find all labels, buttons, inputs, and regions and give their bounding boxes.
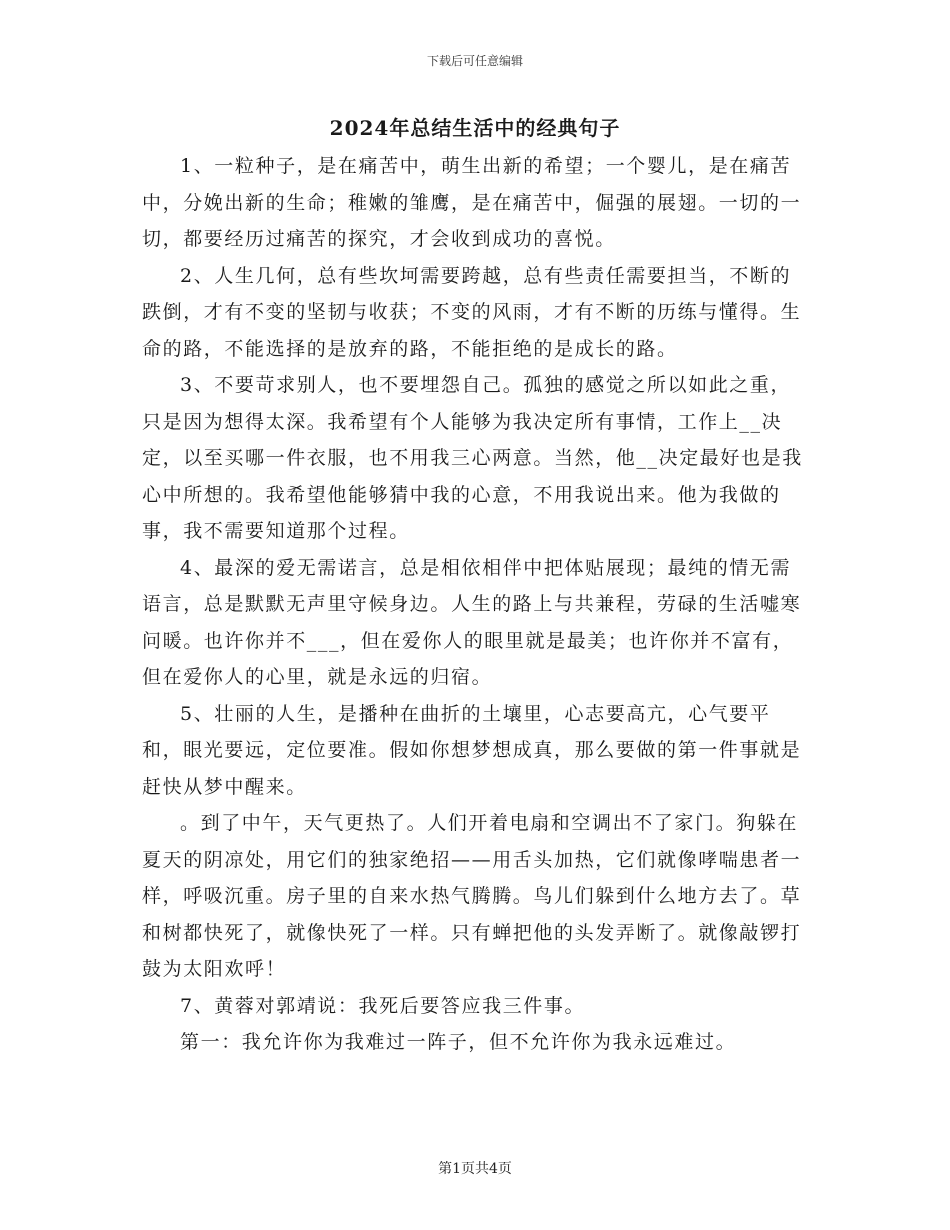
page-number: 第1页共4页 xyxy=(438,1161,512,1177)
paragraph: 。到了中午，天气更热了。人们开着电扇和空调出不了家门。狗躲在夏天的阴凉处，用它们的独家绝招——用舌头加热，它们就像哮喘患者一样，呼吸沉重。房子里的自来水热气腾腾。鸟儿们躲到什么地方去了。草和树都快死了，就像快死了一样。只有蝉把他的头发弄断了。就像敲锣打鼓为太阳欢呼！ xyxy=(142,812,802,980)
paragraph: 5、壮丽的人生，是播种在曲折的土壤里，心志要高亢，心气要平和，眼光要远，定位要准。假如你想梦想成真，那么要做的第一件事就是赶快从梦中醒来。 xyxy=(142,702,802,798)
paragraph: 7、黄蓉对郭靖说：我死后要答应我三件事。 xyxy=(180,994,586,1017)
header-note: 下载后可任意编辑 xyxy=(426,54,523,68)
document-title: 2024年总结生活中的经典句子 xyxy=(329,116,621,140)
paragraph: 2、人生几何，总有些坎坷需要跨越，总有些责任需要担当，不断的跌倒，才有不变的坚韧与收获；不变的风雨，才有不断的历练与懂得。生命的路，不能选择的是放弃的路，不能拒绝的是成长的路。 xyxy=(142,264,802,360)
paragraph: 1、一粒种子，是在痛苦中，萌生出新的希望；一个婴儿，是在痛苦中，分娩出新的生命；稚嫩的雏鹰，是在痛苦中，倔强的展翅。一切的一切，都要经历过痛苦的探究，才会收到成功的喜悦。 xyxy=(142,155,802,250)
paragraph: 第一：我允许你为我难过一阵子，但不允许你为我永远难过。 xyxy=(180,1031,737,1053)
paragraph: 4、最深的爱无需诺言，总是相依相伴中把体贴展现；最纯的情无需语言，总是默默无声里守候身边。人生的路上与共兼程，劳碌的生活嘘寒问暖。也许你并不___，但在爱你人的眼里就是最美；也许你并不富有，但在爱你人的心里，就是永远的归宿。 xyxy=(142,556,802,688)
document-body xyxy=(142,148,810,1061)
paragraph: 3、不要苛求别人，也不要埋怨自己。孤独的感觉之所以如此之重，只是因为想得太深。我希望有个人能够为我决定所有事情，工作上__决定，以至买哪一件衣服，也不用我三心两意。当然，他__决定最好也是我心中所想的。我希望他能够猜中我的心意，不用我说出来。他为我做的事，我不需要知道那个过程。 xyxy=(142,374,803,542)
